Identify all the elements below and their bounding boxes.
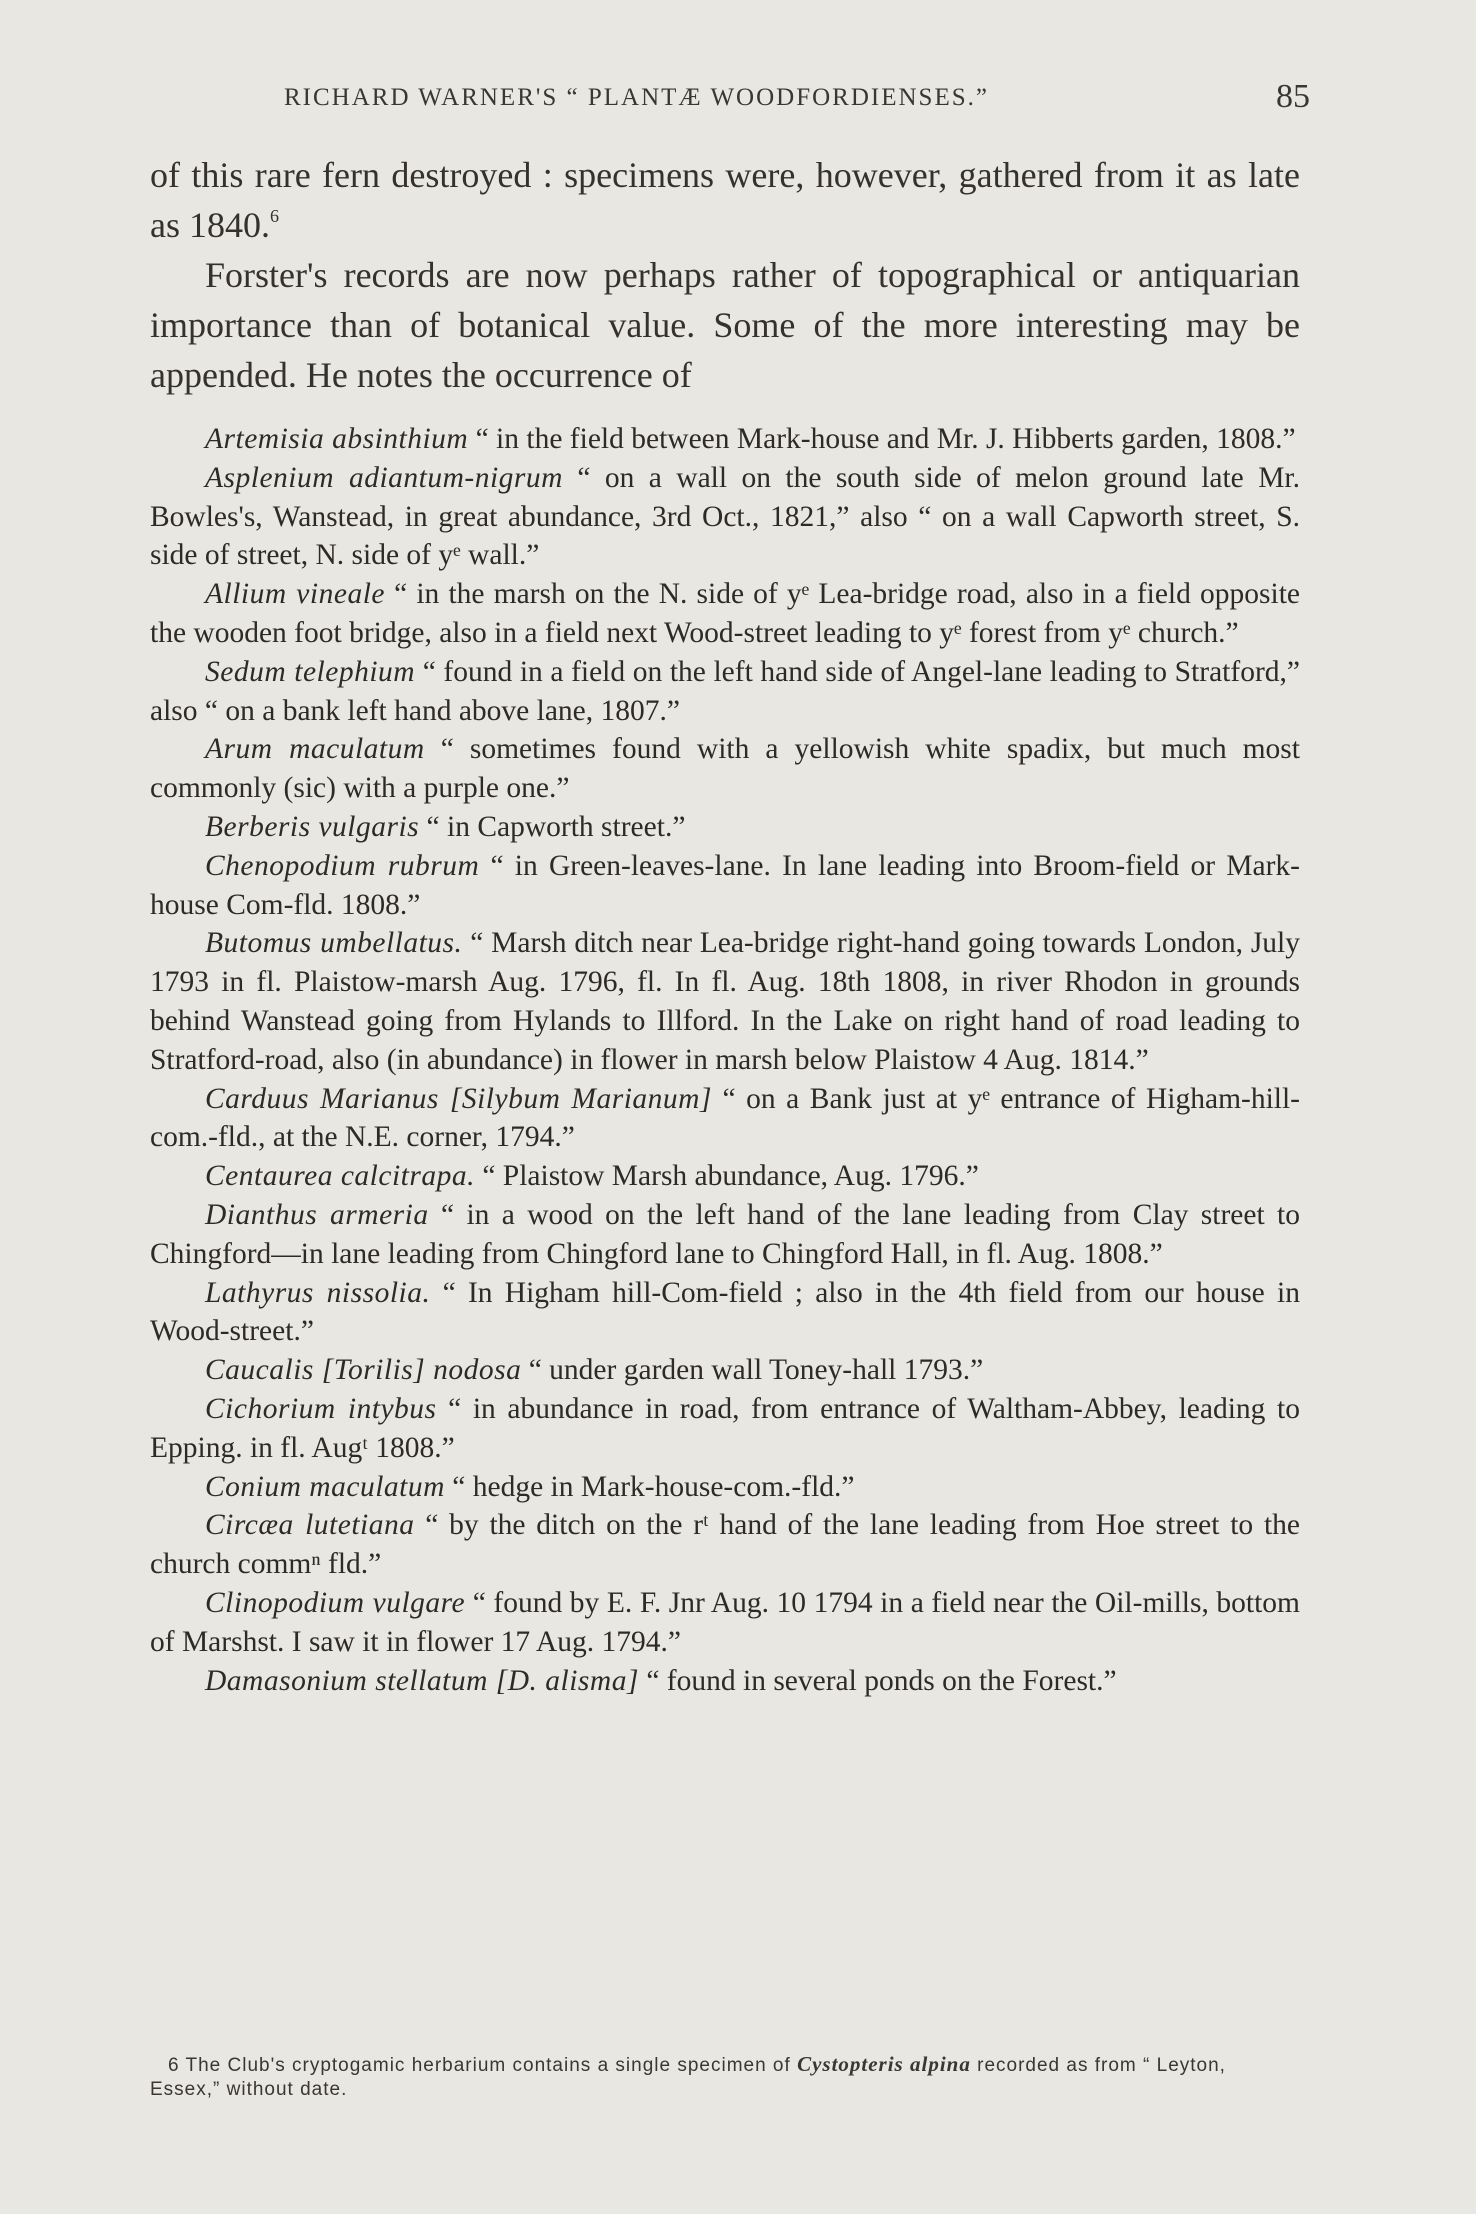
species-record: [150, 1274, 1300, 1352]
record-text: “ in the field between Mark-house and Mr. J. Hibberts garden, 1808.”: [468, 423, 1296, 455]
species-name: Allium vineale: [205, 578, 385, 611]
record-text: “ hedge in Mark-house-com.-fld.”: [444, 1470, 855, 1503]
species-record: [150, 1196, 1300, 1274]
species-name: Sedum telephium: [205, 655, 416, 688]
record-text: “ in the marsh on the N. side of yᵉ Lea-bridge road, also in a field opposite the wooden foot bridge, also in a field next Wood-street leading to yᵉ forest from yᵉ church.”: [150, 578, 1300, 649]
record-text: “ in Capworth street.”: [419, 810, 686, 843]
record-text: “ found in a field on the left hand side of Angel-lane leading to Stratford,” also “ on a bank left hand above lane, 1807.”: [150, 655, 1300, 727]
footnote-species: Cystopteris alpina: [797, 2052, 971, 2076]
species-name: Damasonium stellatum [D. alisma]: [205, 1664, 639, 1697]
footnote-text-before: 6 The Club's cryptogamic herbarium contains a single specimen of: [168, 2055, 798, 2076]
footnote: [150, 2052, 1300, 2102]
species-records: [150, 420, 1300, 1700]
species-record: [150, 459, 1300, 575]
species-record: [150, 847, 1300, 925]
species-name: Circæa lutetiana: [205, 1509, 415, 1542]
record-text: “ under garden wall Toney-hall 1793.”: [521, 1354, 984, 1387]
species-name: Centaurea calcitrapa.: [205, 1160, 475, 1193]
record-text: “ by the ditch on the rᵗ hand of the lane leading from Hoe street to the church commⁿ fld.”: [150, 1509, 1300, 1581]
record-text: “ found by E. F. Jnr Aug. 10 1794 in a field near the Oil-mills, bottom of Marshst. I saw it in flower 17 Aug. 1794.”: [150, 1586, 1300, 1658]
record-text: “ found in several ponds on the Forest.”: [638, 1664, 1117, 1697]
species-record: [150, 420, 1300, 459]
species-name: Artemisia absinthium: [205, 423, 469, 455]
species-name: Arum maculatum: [205, 733, 425, 766]
species-record: [150, 1662, 1300, 1701]
species-record: [150, 1351, 1300, 1390]
species-record: [150, 1157, 1300, 1196]
species-name: Conium maculatum: [205, 1470, 445, 1503]
species-name: Berberis vulgaris: [205, 810, 420, 843]
page-number: 85: [1276, 78, 1310, 115]
record-text: “ Plaistow Marsh abundance, Aug. 1796.”: [474, 1160, 979, 1193]
species-name: Asplenium adiantum-nigrum: [205, 461, 563, 494]
intro-paragraph-1: [150, 150, 1300, 250]
running-head: [150, 78, 1310, 118]
species-record: [150, 1506, 1300, 1584]
species-record: [150, 1080, 1300, 1158]
species-record: [150, 1468, 1300, 1507]
species-name: Chenopodium rubrum: [205, 849, 480, 882]
record-text: “ In Higham hill-Com-field ; also in the 4th field from our house in Wood-street.”: [150, 1276, 1300, 1348]
record-text: “ in Green-leaves-lane. In lane leading into Broom-field or Mark-house Com-fld. 1808.”: [150, 849, 1300, 921]
species-record: [150, 730, 1300, 808]
species-record: [150, 924, 1300, 1079]
record-text: “ in a wood on the left hand of the lane leading from Clay street to Chingford—in lane leading from Chingford lane to Chingford Hall, in fl. Aug. 1808.”: [150, 1198, 1300, 1270]
record-text: “ on a wall on the south side of melon ground late Mr. Bowles's, Wanstead, in great abundance, 3rd Oct., 1821,” also “ on a wall Capworth street, S. side of street, N. side of yᵉ wall.”: [150, 461, 1300, 572]
species-record: [150, 653, 1300, 731]
intro-text: [150, 150, 1300, 400]
running-head-title: RICHARD WARNER'S “ PLANTÆ WOODFORDIENSES.”: [284, 84, 989, 111]
footnote-paragraph: [150, 2052, 1300, 2102]
species-record: [150, 808, 1300, 847]
intro-paragraph-2: Forster's records are now perhaps rather of topographical or antiquarian importance than of botanical value. Some of the more interesting may be appended. He notes the occurrence of: [150, 255, 1300, 395]
species-record: [150, 1390, 1300, 1468]
species-name: Cichorium intybus: [205, 1392, 437, 1425]
species-name: Caucalis [Torilis] nodosa: [205, 1354, 522, 1387]
footnote-reference: 6: [270, 206, 279, 226]
species-name: Clinopodium vulgare: [205, 1586, 466, 1619]
intro-paragraph-1-text: of this rare fern destroyed : specimens were, however, gathered from it as late as 1840.: [150, 155, 1300, 245]
species-name: Butomus umbellatus.: [205, 927, 463, 960]
record-text: “ Marsh ditch near Lea-bridge right-hand going towards London, July 1793 in fl. Plaistow-marsh Aug. 1796, fl. In fl. Aug. 18th 1808, in river Rhodon in grounds behind Wanstead going from Hylands to Illford. In the Lake on right hand of road leading to Stratford-road, also (in abundance) in flower in marsh below Plaistow 4 Aug. 1814.”: [150, 927, 1300, 1076]
species-name: Lathyrus nissolia.: [205, 1276, 431, 1309]
record-text: “ sometimes found with a yellowish white spadix, but much most commonly (sic) with a purple one.”: [150, 733, 1300, 805]
species-record: [150, 575, 1300, 653]
record-text: “ on a Bank just at yᵉ entrance of Higham-hill-com.-fld., at the N.E. corner, 1794.”: [150, 1082, 1300, 1154]
record-text: “ in abundance in road, from entrance of Waltham-Abbey, leading to Epping. in fl. Augᵗ 1808.”: [150, 1392, 1300, 1464]
species-name: Carduus Marianus [Silybum Marianum]: [205, 1082, 712, 1115]
species-name: Dianthus armeria: [205, 1198, 429, 1231]
species-record: [150, 1584, 1300, 1662]
footnote-text-after: recorded as from “ Leyton, Essex,” without date.: [150, 2055, 1226, 2100]
